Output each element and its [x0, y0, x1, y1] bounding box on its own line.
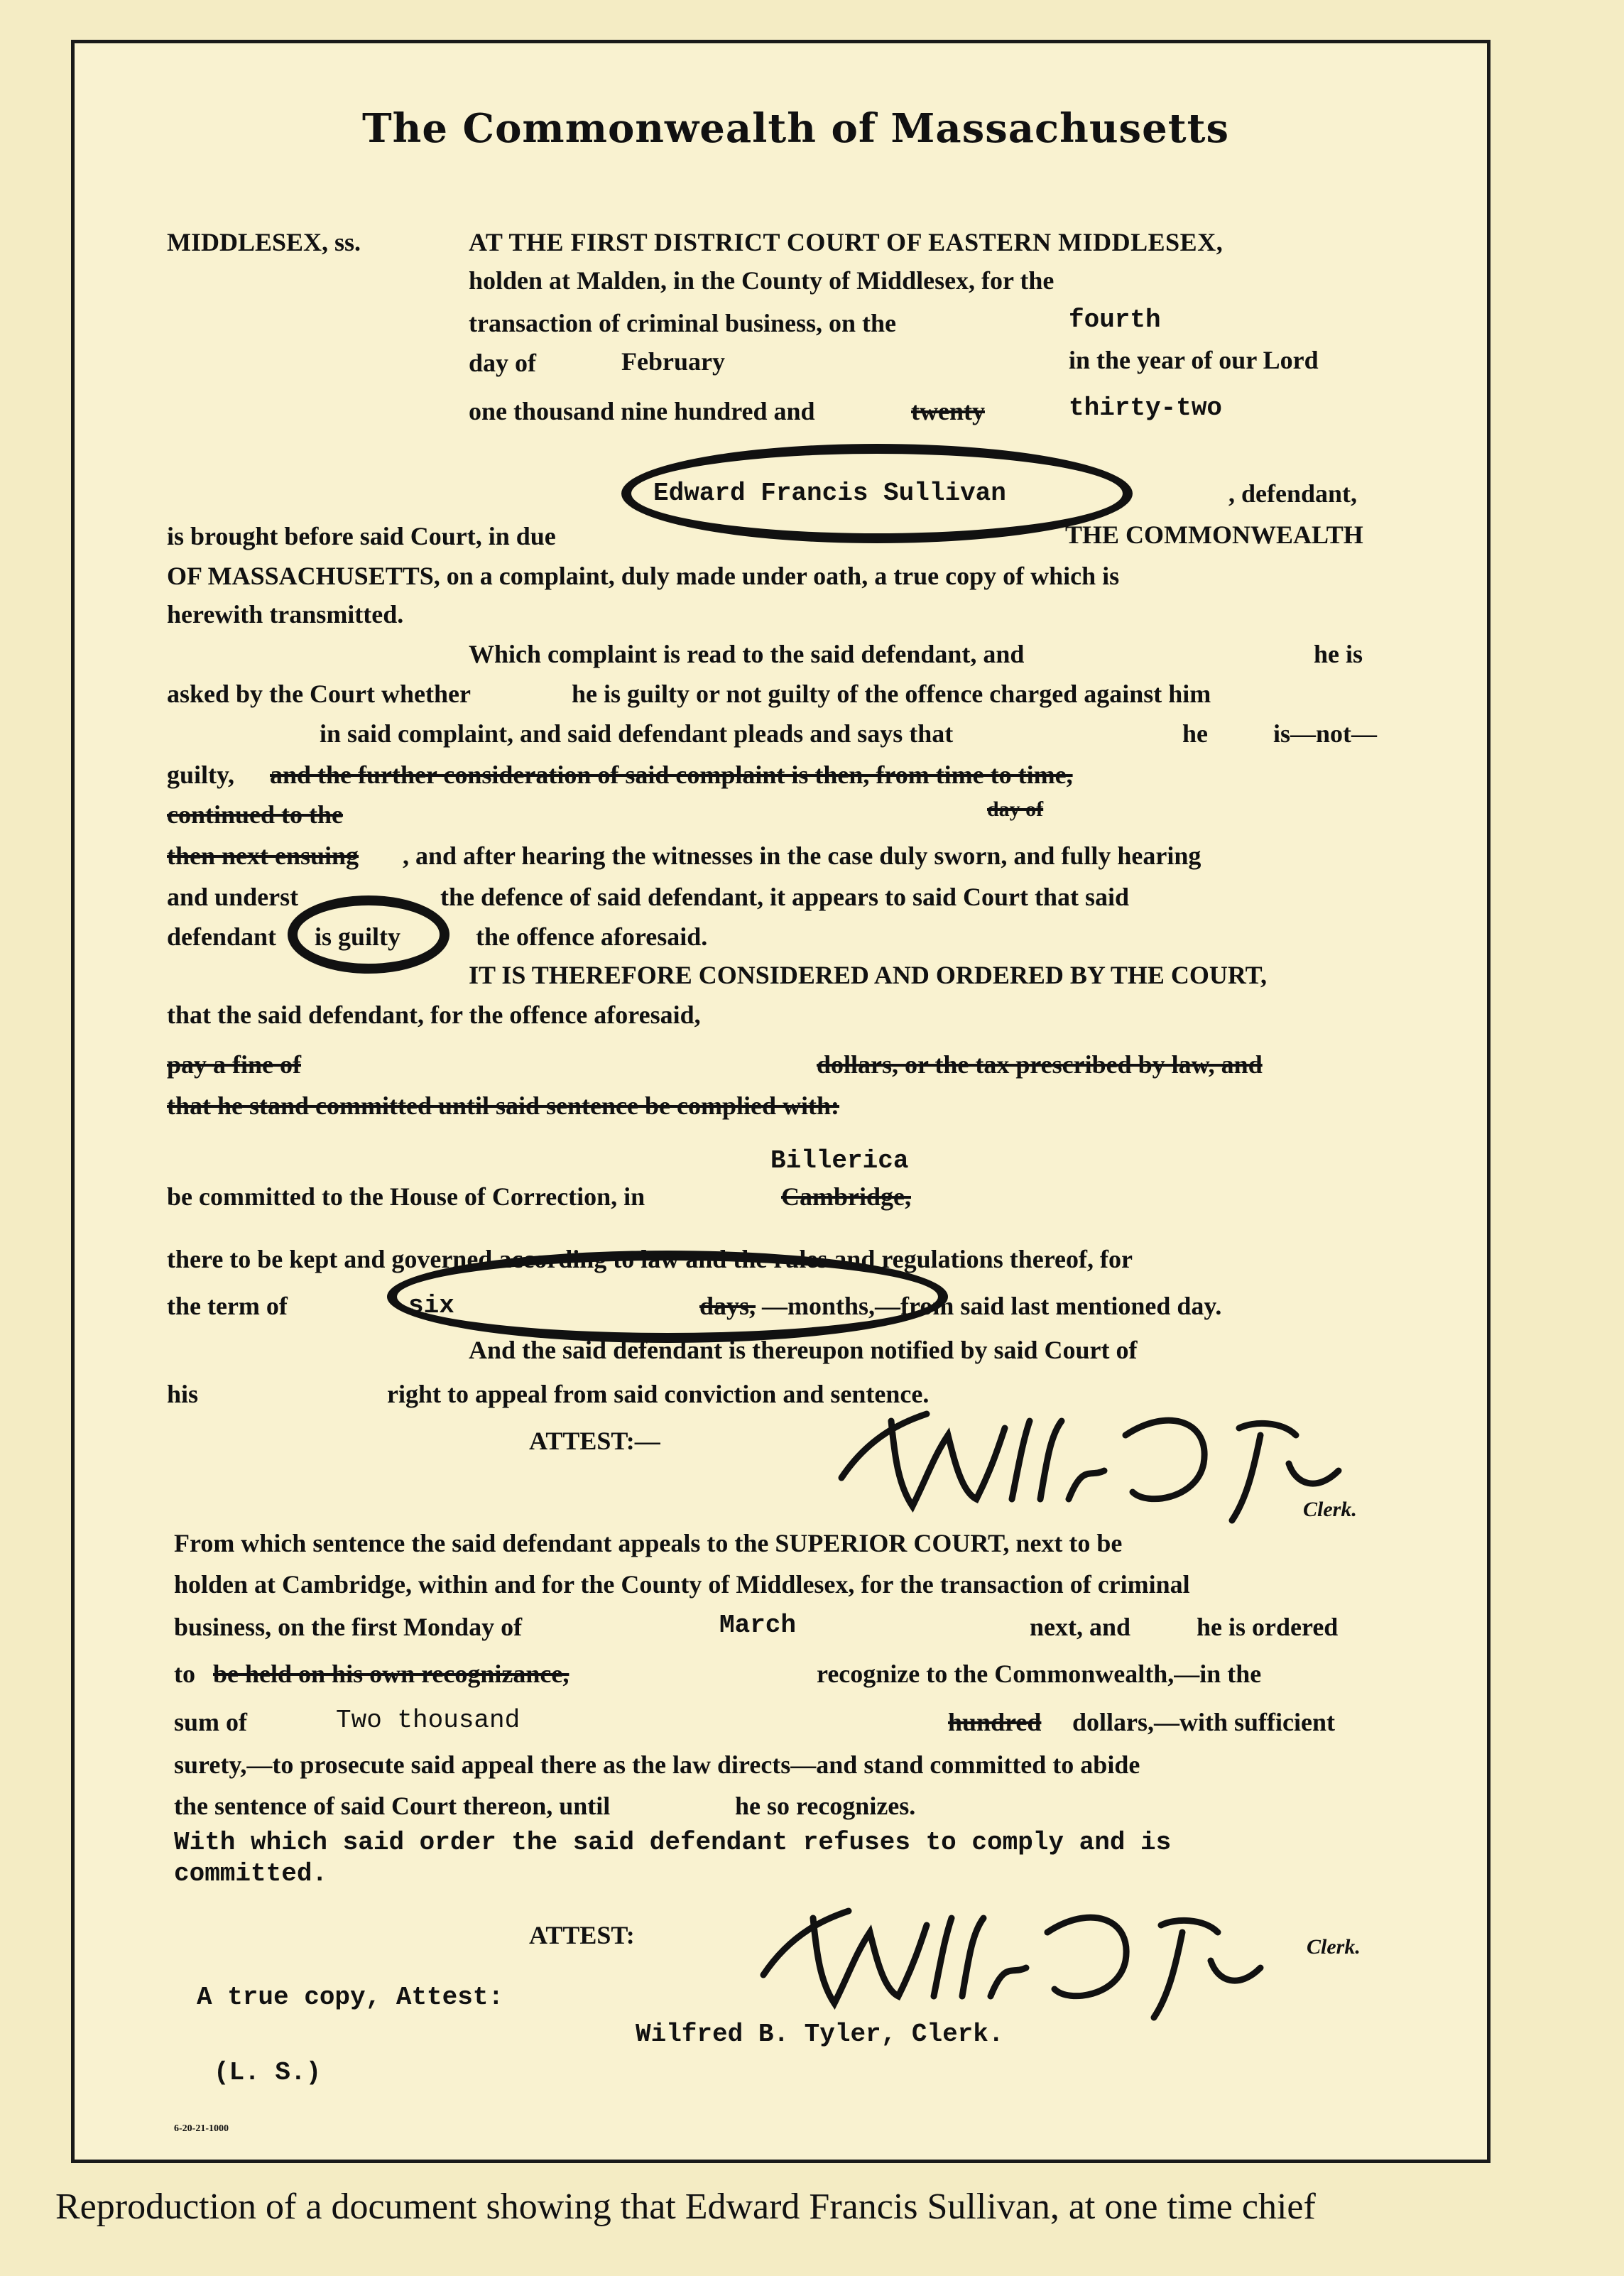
clerk-name: Wilfred B. Tyler, Clerk. — [636, 2020, 1004, 2049]
defendant-word: defendant — [167, 922, 277, 951]
form-number: 6-20-21-1000 — [174, 2123, 229, 2134]
of-massachusetts-line: OF MASSACHUSETTS, on a complaint, duly made under oath, a true copy of which is — [167, 562, 1120, 590]
year-value: thirty-two — [1069, 393, 1223, 423]
he-is-ordered: he is ordered — [1197, 1613, 1339, 1641]
his-word: his — [167, 1380, 199, 1408]
next-and: next, and — [1030, 1613, 1131, 1641]
struck-next-ensuing: then next ensuing — [167, 842, 359, 870]
dollars-sufficient: dollars,—with sufficient — [1072, 1708, 1336, 1736]
offence-aforesaid: the offence aforesaid. — [476, 922, 708, 951]
transaction-line: transaction of criminal business, on the — [469, 309, 897, 337]
he-is-1: he is — [1314, 640, 1363, 668]
business-on-line: business, on the first Monday of — [174, 1613, 523, 1641]
refuses-line-1: With which said order the said defendant refuses to comply and is — [174, 1828, 1172, 1857]
figure-caption: Reproduction of a document showing that Edward Francis Sullivan, at one time chief — [55, 2187, 1316, 2227]
attest-1: ATTEST:— — [529, 1427, 660, 1455]
there-kept-line: there to be kept and governed according to law and the rules and regulations thereof, for — [167, 1245, 1133, 1273]
holden-cambridge-line: holden at Cambridge, within and for the County of Middlesex, for the transaction of criminal — [174, 1570, 1190, 1599]
guilty-word: guilty, — [167, 761, 235, 789]
day-of-label: day of — [469, 349, 537, 377]
day-of-struck: day of — [987, 797, 1044, 821]
asked-label: asked by the Court whether — [167, 680, 471, 708]
true-copy-label: A true copy, Attest: — [197, 1983, 504, 2012]
right-appeal-line: right to appeal from said conviction and sentence. — [387, 1380, 930, 1408]
recognize-line: recognize to the Commonwealth,—in the — [817, 1660, 1262, 1688]
term-label: the term of — [167, 1292, 288, 1320]
hundred-struck: hundred — [948, 1708, 1042, 1736]
committed-line: be committed to the House of Correction, in — [167, 1182, 645, 1211]
day-value: fourth — [1069, 305, 1161, 334]
he-2: he — [1182, 719, 1208, 748]
he-so-recognizes: he so recognizes. — [735, 1792, 916, 1820]
herewith-line: herewith transmitted. — [167, 600, 404, 628]
stand-committed-struck: that he stand committed until said sentence be complied with: — [167, 1091, 839, 1120]
attest-2: ATTEST: — [529, 1921, 635, 1949]
surety-line: surety,—to prosecute said appeal there as the law directs—and stand committed to abide — [174, 1750, 1140, 1779]
holden-line: holden at Malden, in the County of Middlesex, for the — [469, 266, 1054, 295]
therefore-line: IT IS THEREFORE CONSIDERED AND ORDERED BY THE COURT, — [469, 961, 1267, 989]
which-complaint-line: Which complaint is read to the said defendant, and — [469, 640, 1025, 668]
county-label: MIDDLESEX, ss. — [167, 228, 361, 256]
dollars-struck: dollars, or the tax prescribed by law, and — [817, 1050, 1263, 1079]
brought-line-a: is brought before said Court, in due — [167, 522, 556, 550]
that-said-line: that the said defendant, for the offence aforesaid, — [167, 1001, 701, 1029]
struck-continued: continued to the — [167, 800, 344, 829]
document-title: The Commonwealth of Massachusetts — [362, 105, 1229, 152]
from-which-line: From which sentence the said defendant appeals to the SUPERIOR COURT, next to be — [174, 1529, 1123, 1557]
sum-value: Two thousand — [336, 1706, 521, 1735]
twenty-struck: twenty — [911, 397, 985, 425]
in-said-complaint: in said complaint, and said defendant pleads and says that — [320, 719, 954, 748]
month-value: February — [621, 347, 725, 376]
pay-fine-struck: pay a fine of — [167, 1050, 301, 1079]
refuses-line-2: committed. — [174, 1859, 328, 1888]
clerk-label-2: Clerk. — [1307, 1935, 1361, 1959]
after-hearing-line: , and after hearing the witnesses in the case duly sworn, and fully hearing — [403, 842, 1201, 870]
clerk-label-1: Clerk. — [1303, 1498, 1357, 1521]
court-document — [71, 40, 1491, 2163]
term-value: six — [408, 1291, 454, 1320]
months-line: —months,—from said last mentioned day. — [762, 1292, 1222, 1320]
clerk-signature-1 — [827, 1393, 1367, 1535]
court-line: AT THE FIRST DISTRICT COURT OF EASTERN MIDDLESEX, — [469, 228, 1224, 256]
recognizance-struck: be held on his own recognizance, — [213, 1660, 570, 1688]
and-understanding: and underst — [167, 883, 299, 911]
days-struck: days, — [699, 1292, 756, 1320]
seal-label: (L. S.) — [214, 2058, 322, 2087]
clerk-signature-2 — [749, 1890, 1289, 2032]
cambridge-struck: Cambridge, — [781, 1182, 911, 1211]
is-guilty: is guilty — [315, 922, 401, 951]
sum-of-label: sum of — [174, 1708, 248, 1736]
sentence-line: the sentence of said Court thereon, until — [174, 1792, 611, 1820]
to-word: to — [174, 1660, 195, 1688]
is-not: is—not— — [1273, 719, 1378, 748]
brought-line-b: THE COMMONWEALTH — [1065, 521, 1363, 549]
defendant-suffix: , defendant, — [1228, 479, 1358, 508]
defendant-name: Edward Francis Sullivan — [653, 479, 1006, 508]
asked-line: he is guilty or not guilty of the offence charged against him — [572, 680, 1211, 708]
year-of-lord: in the year of our Lord — [1069, 346, 1319, 374]
struck-further-consideration: and the further consideration of said complaint is then, from time to time, — [270, 761, 1073, 789]
defence-line: the defence of said defendant, it appears to said Court that said — [440, 883, 1130, 911]
and-said-line: And the said defendant is thereupon notified by said Court of — [469, 1336, 1138, 1364]
thousand-line: one thousand nine hundred and — [469, 397, 815, 425]
appeal-month: March — [719, 1611, 797, 1640]
billerica-value: Billerica — [770, 1146, 909, 1175]
